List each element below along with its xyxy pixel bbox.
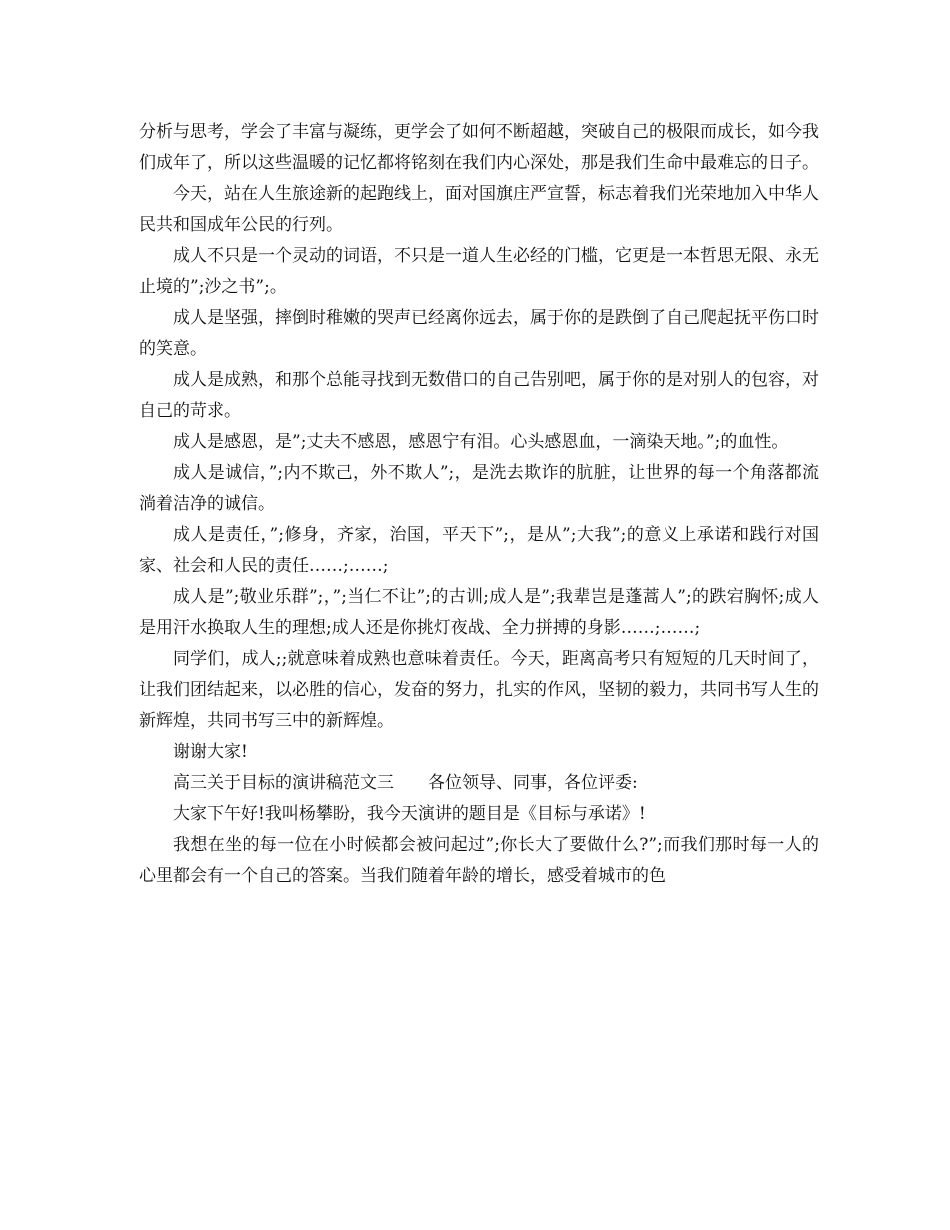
paragraph-1: 分析与思考，学会了丰富与凝练，更学会了如何不断超越，突破自己的极限而成长，如今我们成年了，所以这些温暖的记忆都将铭刻在我们内心深处，那是我们生命中最难忘的日子。 [139,122,819,173]
paragraph-12: 高三关于目标的演讲稿范文三 各位领导、同事，各位评委: [173,773,638,793]
paragraph-11: 谢谢大家! [173,742,248,762]
paragraph-9: 成人是”;敬业乐群”;，”;当仁不让”;的古训;成人是”;我辈岂是蓬蒿人”;的跌宕胸怀;成人是用汗水换取人生的理想;成人还是你挑灯夜战、全力拼搏的身影……;……; [139,587,819,638]
paragraph-6: 成人是感恩，是”;丈夫不感恩，感恩宁有泪。心头感恩血，一滴染天地。”;的血性。 [173,432,789,452]
paragraph-4: 成人是坚强，摔倒时稚嫩的哭声已经离你远去，属于你的是跌倒了自己爬起抚平伤口时的笑意。 [139,308,819,359]
paragraph-2: 今天，站在人生旅途新的起跑线上，面对国旗庄严宣誓，标志着我们光荣地加入中华人民共和国成年公民的行列。 [139,184,819,235]
paragraph-13: 大家下午好!我叫杨攀盼，我今天演讲的题目是《目标与承诺》! [173,804,646,824]
paragraph-14: 我想在坐的每一位在小时候都会被问起过”;你长大了要做什么?”;而我们那时每一人的心里都会有一个自己的答案。当我们随着年龄的增长，感受着城市的色 [139,835,819,886]
paragraph-10: 同学们，成人;;就意味着成熟也意味着责任。今天，距离高考只有短短的几天时间了，让我们团结起来，以必胜的信心，发奋的努力，扎实的作风，坚韧的毅力，共同书写人生的新辉煌，共同书写三中的新辉煌。 [139,649,819,731]
paragraph-5: 成人是成熟，和那个总能寻找到无数借口的自己告别吧，属于你的是对别人的包容，对自己的苛求。 [139,370,819,421]
paragraph-7: 成人是诚信，”;内不欺己，外不欺人”;，是洗去欺诈的肮脏，让世界的每一个角落都流淌着洁净的诚信。 [139,463,819,514]
paragraph-3: 成人不只是一个灵动的词语，不只是一道人生必经的门槛，它更是一本哲思无限、永无止境的”;沙之书”;。 [139,246,819,297]
body-text [139,117,819,892]
paragraph-8: 成人是责任，”;修身，齐家，治国，平天下”;，是从”;大我”;的意义上承诺和践行对国家、社会和人民的责任……;……; [139,525,819,576]
